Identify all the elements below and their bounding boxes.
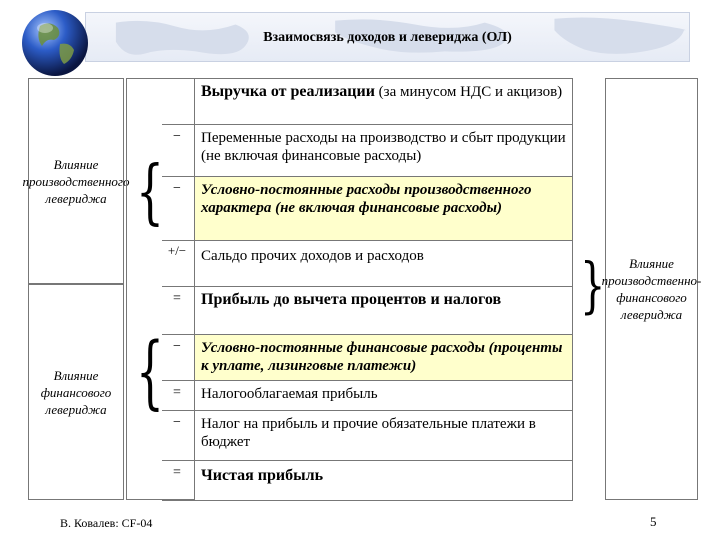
- row-text: Условно-постоянные финансовые расходы (проценты к уплате, лизинговые платежи): [194, 335, 573, 380]
- row-operator: =: [173, 291, 181, 306]
- combined-leverage-label: Влияние производственно-финансового левериджа: [605, 78, 698, 500]
- row-text: Прибыль до вычета процентов и налогов: [194, 287, 573, 334]
- row-text: Условно-постоянные расходы производственного характера (не включая финансовые расходы): [194, 177, 573, 240]
- row-text: Переменные расходы на производство и сбыт продукции (не включая финансовые расходы): [194, 125, 573, 176]
- table-row: [162, 334, 573, 380]
- row-text: Налог на прибыль и прочие обязательные платежи в бюджет: [194, 411, 573, 460]
- brace-combined-icon: }: [580, 251, 606, 321]
- row-text: Сальдо прочих доходов и расходов: [194, 241, 573, 286]
- table-row: [162, 78, 573, 124]
- table-row: [162, 410, 573, 460]
- financial-leverage-label: Влияние финансового левериджа: [28, 284, 124, 500]
- table-row: [162, 286, 573, 334]
- row-text: Чистая прибыль: [194, 461, 573, 500]
- table-row: [162, 460, 573, 500]
- operational-leverage-label: Влияние производственного левериджа: [28, 78, 124, 284]
- row-operator: [162, 79, 192, 83]
- footer-author: В. Ковалев: CF-04: [60, 516, 153, 530]
- row-operator: =: [173, 385, 181, 400]
- row-text: Налогооблагаемая прибыль: [194, 381, 573, 410]
- row-operator: −: [173, 129, 181, 144]
- table-row: [162, 176, 573, 240]
- brace-financial-icon: {: [136, 326, 164, 419]
- page-title: Взаимосвязь доходов и левериджа (ОЛ): [263, 30, 512, 45]
- row-operator: −: [173, 339, 181, 354]
- table-row: [162, 380, 573, 410]
- row-text: Выручка от реализации (за минусом НДС и акцизов): [194, 79, 573, 124]
- title-bar: [85, 12, 690, 62]
- page-number: 5: [650, 514, 657, 529]
- table-row: [162, 124, 573, 176]
- row-operator: −: [173, 415, 181, 430]
- table-row: [162, 240, 573, 286]
- table-bottom-border: [162, 500, 573, 501]
- row-operator: +/−: [167, 243, 187, 258]
- row-operator: =: [173, 465, 181, 480]
- row-operator: −: [173, 181, 181, 196]
- globe-icon: [20, 8, 90, 78]
- brace-operational-icon: {: [136, 151, 164, 234]
